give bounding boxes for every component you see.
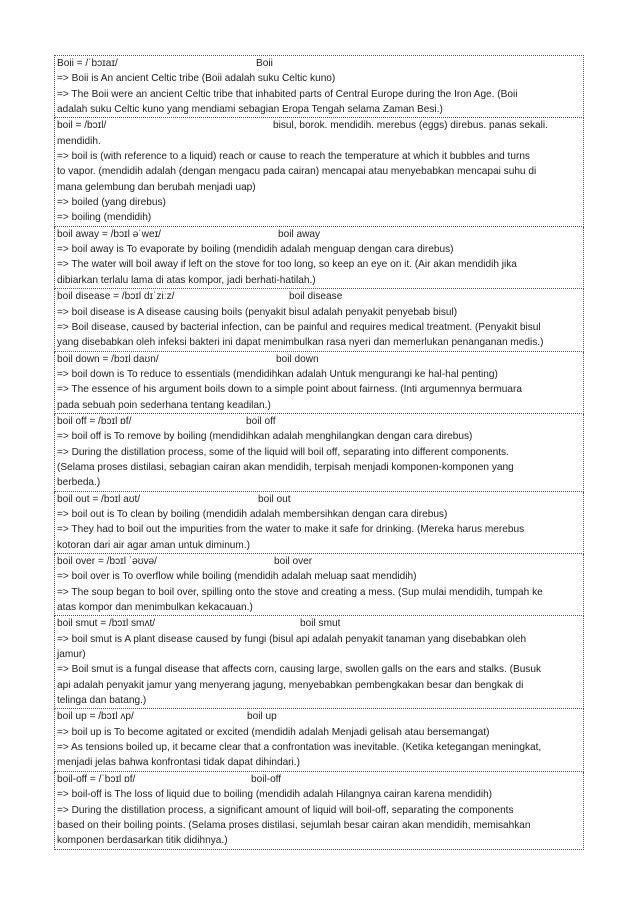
term-translation: boil out bbox=[258, 493, 291, 505]
term-translation: bisul, borok. mendidih. merebus (eggs) direbus. panas sekali. bbox=[273, 120, 548, 132]
dictionary-entry bbox=[54, 616, 584, 709]
entry-line: menjadi jelas bahwa konfrontasi tidak dapat dihindari.) bbox=[57, 757, 300, 769]
entry-line: => boiled (yang direbus) bbox=[57, 197, 166, 209]
entry-line: komponen berdasarkan titik didihnya.) bbox=[57, 835, 228, 847]
entry-line: adalah suku Celtic kuno yang mendiami sebagian Eropa Tengah selama Zaman Besi.) bbox=[57, 104, 443, 116]
dictionary-entry bbox=[54, 554, 584, 616]
entry-header bbox=[56, 414, 583, 429]
entry-line: telinga dan batang.) bbox=[57, 695, 147, 707]
entry-header bbox=[56, 492, 583, 507]
entry-line: => boil away is To evaporate by boiling (mendidih adalah menguap dengan cara direbus) bbox=[57, 244, 454, 256]
entry-header bbox=[56, 227, 583, 242]
entry-line: => boil disease is A disease causing boils (penyakit bisul adalah penyakit penyebab bisul) bbox=[57, 306, 458, 318]
headword-pronunciation: boil = /bɔɪl/ bbox=[57, 120, 107, 132]
entry-line: yang disebabkan oleh infeksi bakteri ini dapat menimbulkan rasa nyeri dan memerlukan penanganan medis.) bbox=[57, 337, 544, 349]
entry-line: dibiarkan terlalu lama di atas kompor, jadi berhati-hatilah.) bbox=[57, 274, 316, 286]
headword-pronunciation: boil off = /bɔɪl ɒf/ bbox=[57, 415, 132, 427]
entry-line: => boiling (mendidih) bbox=[57, 212, 152, 224]
headword-pronunciation: boil disease = /bɔɪl dɪˈziːz/ bbox=[57, 291, 175, 303]
entry-line: berbeda.) bbox=[57, 477, 101, 489]
entry-header bbox=[56, 554, 583, 569]
entry-header bbox=[56, 118, 583, 133]
entry-line: => During the distillation process, some of the liquid will boil off, separating into different components. bbox=[57, 446, 509, 458]
entry-header bbox=[56, 289, 583, 304]
entry-line: => The Boii were an ancient Celtic tribe that inhabited parts of Central Europe during the Iron Age. (Boii bbox=[57, 88, 518, 100]
entry-line: => boil down is To reduce to essentials (mendidihkan adalah Untuk mengurangi ke hal-hal penting) bbox=[57, 368, 498, 380]
entry-line: => The soup began to boil over, spilling onto the stove and creating a mess. (Sup mulai mendidih, tumpah ke bbox=[57, 586, 543, 598]
term-translation: boil off bbox=[246, 415, 276, 427]
headword-pronunciation: boil up = /bɔɪl ʌp/ bbox=[57, 711, 134, 723]
headword-pronunciation: boil-off = /ˈbɔɪl ɒf/ bbox=[57, 773, 136, 785]
entry-line: to vapor. (mendidih adalah (dengan mengacu pada cairan) mencapai atau menyebabkan mencapai suhu di bbox=[57, 166, 537, 178]
term-translation: boil smut bbox=[300, 618, 341, 630]
headword-pronunciation: boil away = /bɔɪl əˈweɪ/ bbox=[57, 228, 161, 240]
dictionary-entry bbox=[54, 55, 584, 118]
entry-line: => boil-off is The loss of liquid due to boiling (mendidih adalah Hilangnya cairan karena mendidih) bbox=[57, 789, 493, 801]
entry-header bbox=[56, 772, 583, 787]
entry-line: => The essence of his argument boils down to a simple point about fairness. (Inti argumennya bermuara bbox=[57, 384, 522, 396]
entry-line: => boil up is To become agitated or excited (mendidih adalah Menjadi gelisah atau bersemangat) bbox=[57, 726, 490, 738]
dictionary-entry bbox=[54, 352, 584, 414]
entry-header bbox=[56, 56, 583, 71]
entry-line: => boil out is To clean by boiling (mendidih adalah membersihkan dengan cara direbus) bbox=[57, 508, 448, 520]
dictionary-document bbox=[54, 55, 584, 850]
entry-line: jamur) bbox=[57, 649, 86, 661]
entry-line: (Selama proses distilasi, sebagian cairan akan mendidih, terpisah menjadi komponen-komponen yang bbox=[57, 461, 514, 473]
entry-header bbox=[56, 709, 583, 724]
dictionary-entry bbox=[54, 227, 584, 289]
dictionary-entry bbox=[54, 772, 584, 850]
entry-line: => As tensions boiled up, it became clear that a confrontation was inevitable. (Ketika ketegangan meningkat, bbox=[57, 742, 542, 754]
entry-line: => They had to boil out the impurities from the water to make it safe for drinking. (Mereka harus merebus bbox=[57, 524, 525, 536]
term-translation: boil down bbox=[276, 353, 319, 365]
term-translation: boil disease bbox=[289, 291, 343, 303]
headword-pronunciation: boil down = /bɔɪl daʊn/ bbox=[57, 353, 159, 365]
term-translation: boil away bbox=[278, 228, 321, 240]
entry-line: => boil off is To remove by boiling (mendidihkan adalah menghilangkan dengan cara direbus) bbox=[57, 431, 473, 443]
entry-line: pada sebuah poin sederhana tentang keadilan.) bbox=[57, 399, 271, 411]
dictionary-entry bbox=[54, 709, 584, 771]
dictionary-entry bbox=[54, 289, 584, 351]
entry-line: atas kompor dan menimbulkan kekacauan.) bbox=[57, 602, 253, 614]
entry-line: => Boii is An ancient Celtic tribe (Boii adalah suku Celtic kuno) bbox=[57, 73, 336, 85]
term-translation: Boii bbox=[256, 58, 273, 69]
entry-header bbox=[56, 616, 583, 631]
entry-line: => boil over is To overflow while boiling (mendidih adalah meluap saat mendidih) bbox=[57, 571, 417, 583]
dictionary-entry bbox=[54, 492, 584, 554]
entry-line: mendidih. bbox=[57, 135, 101, 147]
headword-pronunciation: boil out = /bɔɪl aʊt/ bbox=[57, 493, 141, 505]
entry-line: => Boil disease, caused by bacterial infection, can be painful and requires medical treatment. (Penyakit bisul bbox=[57, 321, 541, 333]
entry-line: based on their boiling points. (Selama proses distilasi, sejumlah besar cairan akan mendidih, memisahkan bbox=[57, 819, 531, 831]
entry-line: => boil smut is A plant disease caused by fungi (bisul api adalah penyakit tanaman yang disebabkan oleh bbox=[57, 633, 527, 645]
entry-line: api adalah penyakit jamur yang menyerang jagung, menyebabkan pembengkakan besar dan bengkak di bbox=[57, 679, 524, 691]
entry-header bbox=[56, 352, 583, 367]
entry-line: => boil is (with reference to a liquid) reach or cause to reach the temperature at which it bubbles and turns bbox=[57, 151, 530, 163]
entry-line: kotoran dari air agar aman untuk diminum.) bbox=[57, 539, 250, 551]
entry-line: mana gelembung dan berubah menjadi uap) bbox=[57, 181, 256, 193]
term-translation: boil-off bbox=[251, 773, 282, 785]
dictionary-entry bbox=[54, 118, 584, 226]
headword-pronunciation: Boii = /ˈbɔɪaɪ/ bbox=[57, 58, 118, 69]
entry-line: => During the distillation process, a significant amount of liquid will boil-off, separating the components bbox=[57, 804, 514, 816]
term-translation: boil up bbox=[247, 711, 277, 723]
term-translation: boil over bbox=[274, 556, 313, 567]
entry-line: => The water will boil away if left on the stove for too long, so keep an eye on it. (Air akan mendidih jika bbox=[57, 259, 517, 271]
dictionary-entry bbox=[54, 414, 584, 492]
headword-pronunciation: boil over = /bɔɪl ˈəʊvə/ bbox=[57, 556, 157, 567]
entry-line: => Boil smut is a fungal disease that affects corn, causing large, swollen galls on the ears and stalks. (Busuk bbox=[57, 664, 542, 676]
headword-pronunciation: boil smut = /bɔɪl smʌt/ bbox=[57, 618, 156, 630]
